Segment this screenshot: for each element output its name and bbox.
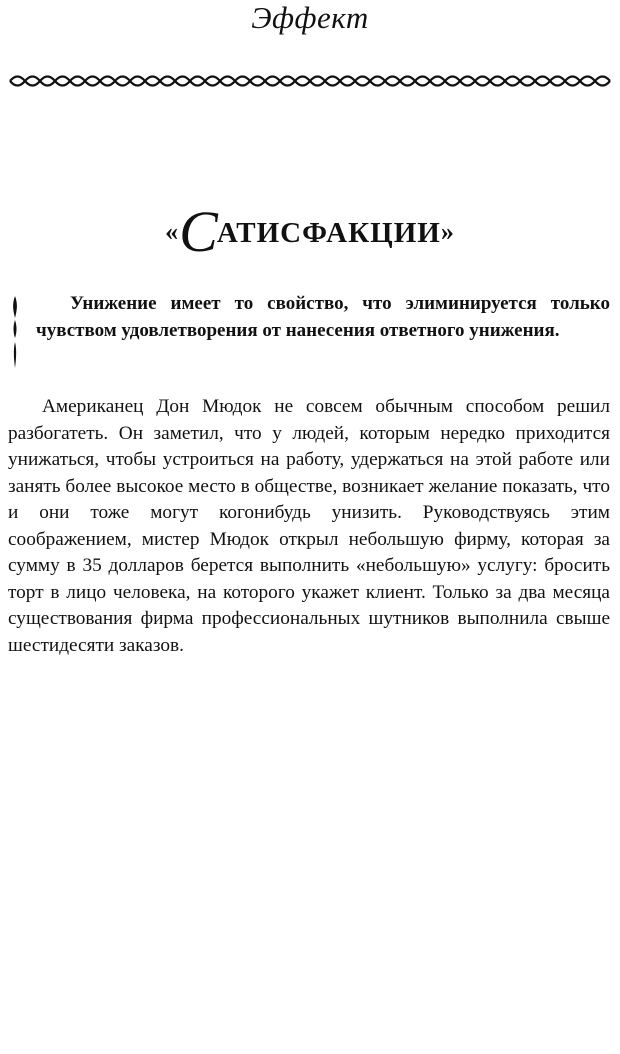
article-title: [0, 199, 620, 264]
body-paragraph: Американец Дон Мюдок не совсем обычным способом решил разбогатеть. Он заметил, что у людей, которым нередко приходится унижаться, чтобы устроиться на работу, удержаться на этой работе или занять более высокое место в обществе, возникает желание показать, что и они тоже могут когонибудь унизить. Руководствуясь этим соображением, мистер Мюдок открыл небольшую фирму, которая за сумму в 35 долларов берется выполнить «небольшую» услугу: бросить торт в лицо человека, на которого укажет клиент. Только за два месяца существования фирма профессиональных шутников выполнила свыше шестидесяти заказов.: [8, 396, 610, 656]
epigraph-text: Унижение имеет то свойство, что элиминируется только чувством удовлетворения от нанесения ответного унижения.: [36, 293, 610, 341]
title-close-quote: »: [440, 217, 455, 246]
epigraph-margin-marker-icon: [6, 294, 24, 370]
wave-ornament-divider: [8, 66, 612, 96]
running-head-title: Эффект: [251, 0, 369, 35]
title-text: АТИСФАКЦИИ: [216, 217, 441, 249]
title-dropcap: С: [179, 199, 219, 264]
title-open-quote: «: [165, 217, 180, 246]
